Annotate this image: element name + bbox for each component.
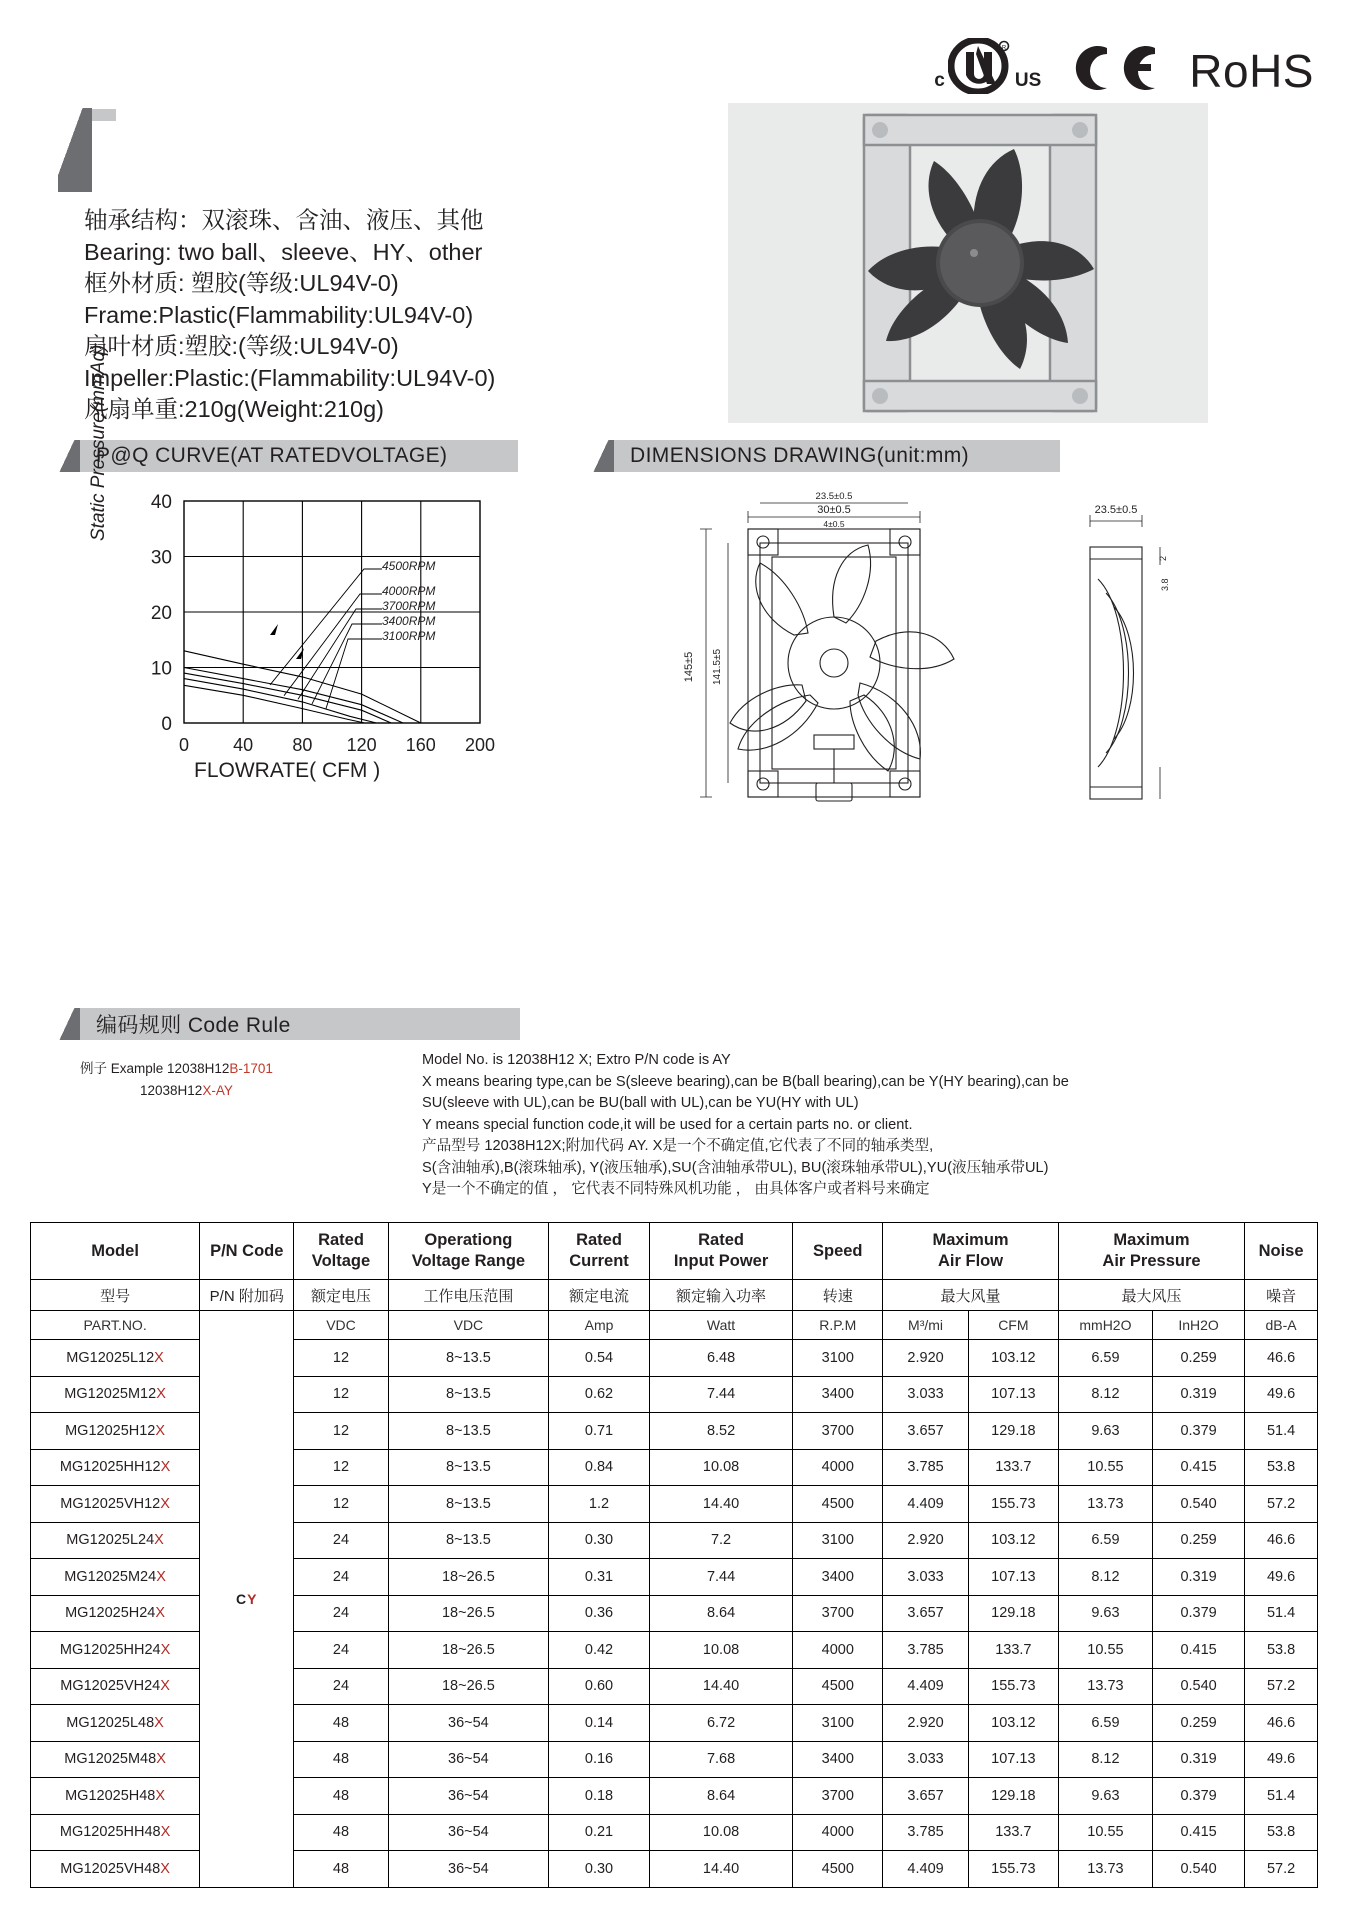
- cell-rated-current: 0.16: [549, 1741, 650, 1778]
- title-band: [88, 109, 116, 121]
- chart-y-axis-label: Static Pressure(mmAq): [88, 344, 109, 541]
- chart-x-tick: 0: [178, 735, 190, 755]
- cell-voltage-range: 36~54: [388, 1851, 549, 1888]
- cell-airflow-cfm: 107.13: [968, 1559, 1058, 1596]
- chart-x-axis-label: FLOWRATE( CFM ): [194, 759, 381, 782]
- cell-noise: 49.6: [1245, 1559, 1318, 1596]
- dim-front-inner: 23.5±0.5: [815, 491, 853, 502]
- table-header-cell: Rated Voltage: [294, 1223, 388, 1280]
- chart-y-tick: 40: [150, 492, 172, 513]
- table-header-cn-cell: 噪音: [1245, 1280, 1318, 1311]
- cell-pressure-inh2o: 0.259: [1153, 1340, 1245, 1377]
- cell-noise: 57.2: [1245, 1486, 1318, 1523]
- cell-noise: 53.8: [1245, 1814, 1318, 1851]
- chart-series-label: 3700RPM: [382, 599, 436, 613]
- cell-noise: 46.6: [1245, 1522, 1318, 1559]
- cell-airflow-cfm: 133.7: [968, 1632, 1058, 1669]
- cell-rated-current: 0.60: [549, 1668, 650, 1705]
- cell-input-power: 8.52: [649, 1413, 792, 1450]
- cell-voltage-range: 18~26.5: [388, 1632, 549, 1669]
- cell-rated-voltage: 12: [294, 1486, 388, 1523]
- cell-speed: 3400: [793, 1559, 883, 1596]
- cell-pressure-mmh2o: 6.59: [1058, 1522, 1152, 1559]
- cell-model: MG12025L12X: [31, 1340, 200, 1377]
- cell-input-power: 14.40: [649, 1668, 792, 1705]
- table-unit-cell: Amp: [549, 1311, 650, 1340]
- dimensions-drawing: [620, 487, 1320, 827]
- chart-arrow: [270, 624, 278, 635]
- dim-side-b: 3.8: [1160, 578, 1170, 591]
- cell-model: MG12025VH48X: [31, 1851, 200, 1888]
- cell-pressure-inh2o: 0.379: [1153, 1595, 1245, 1632]
- cell-speed: 4000: [793, 1632, 883, 1669]
- cell-pressure-mmh2o: 13.73: [1058, 1668, 1152, 1705]
- cell-rated-voltage: 12: [294, 1376, 388, 1413]
- table-unit-cell: dB-A: [1245, 1311, 1318, 1340]
- cell-airflow-cfm: 103.12: [968, 1340, 1058, 1377]
- table-header-cn-cell: 最大风量: [883, 1280, 1059, 1311]
- cell-noise: 53.8: [1245, 1632, 1318, 1669]
- cell-input-power: 6.72: [649, 1705, 792, 1742]
- table-header-cell: Maximum Air Flow: [883, 1223, 1059, 1280]
- table-header-cell: Operationg Voltage Range: [388, 1223, 549, 1280]
- cell-voltage-range: 18~26.5: [388, 1668, 549, 1705]
- cell-voltage-range: 36~54: [388, 1814, 549, 1851]
- cell-speed: 4000: [793, 1814, 883, 1851]
- cell-model: MG12025H48X: [31, 1778, 200, 1815]
- cell-noise: 51.4: [1245, 1413, 1318, 1450]
- example-1-red: B-1701: [229, 1061, 273, 1076]
- cell-airflow-m3: 3.657: [883, 1413, 969, 1450]
- cell-voltage-range: 36~54: [388, 1778, 549, 1815]
- table-header-cell: P/N Code: [200, 1223, 294, 1280]
- cell-pressure-inh2o: 0.415: [1153, 1449, 1245, 1486]
- dim-front-small: 4±0.5: [823, 519, 845, 529]
- cell-input-power: 8.64: [649, 1778, 792, 1815]
- cell-speed: 3700: [793, 1413, 883, 1450]
- cell-speed: 4000: [793, 1449, 883, 1486]
- svg-text:R: R: [1001, 45, 1007, 52]
- table-unit-cell: VDC: [388, 1311, 549, 1340]
- cell-pressure-mmh2o: 6.59: [1058, 1340, 1152, 1377]
- cell-airflow-m3: 4.409: [883, 1851, 969, 1888]
- cell-airflow-cfm: 107.13: [968, 1741, 1058, 1778]
- cell-rated-voltage: 48: [294, 1705, 388, 1742]
- cell-rated-current: 0.14: [549, 1705, 650, 1742]
- cell-rated-voltage: 24: [294, 1632, 388, 1669]
- table-unit-cell: R.P.M: [793, 1311, 883, 1340]
- cell-noise: 49.6: [1245, 1741, 1318, 1778]
- ul-c-label: c: [934, 70, 945, 91]
- dim-height-outer: 145±5: [683, 651, 695, 683]
- pq-section-title: P@Q CURVE(AT RATEDVOLTAGE): [96, 444, 448, 467]
- coderule-section-header: [58, 1008, 520, 1040]
- table-unit-row: [31, 1311, 1318, 1340]
- code-rule-description: [422, 1050, 1122, 1201]
- cell-pressure-inh2o: 0.540: [1153, 1851, 1245, 1888]
- code-rule-line: S(含油轴承),B(滚珠轴承), Y(液压轴承),SU(含油轴承带UL), BU(滚珠轴承带UL),YU(液压轴承带UL): [422, 1159, 1049, 1176]
- cell-voltage-range: 8~13.5: [388, 1449, 549, 1486]
- cell-noise: 57.2: [1245, 1668, 1318, 1705]
- ce-mark-icon: [1067, 42, 1163, 94]
- cell-airflow-m3: 3.033: [883, 1376, 969, 1413]
- cell-pressure-mmh2o: 8.12: [1058, 1741, 1152, 1778]
- product-title: [58, 108, 478, 126]
- code-rule-example-1: [80, 1058, 400, 1080]
- cell-pressure-inh2o: 0.259: [1153, 1705, 1245, 1742]
- cell-pressure-mmh2o: 9.63: [1058, 1595, 1152, 1632]
- cell-model: MG12025HH24X: [31, 1632, 200, 1669]
- example-label: 例子 Example: [80, 1061, 164, 1076]
- spec-line: 扇叶材质:塑胶:(等级:UL94V-0): [84, 333, 399, 359]
- table-header-cell: Model: [31, 1223, 200, 1280]
- cell-airflow-m3: 3.785: [883, 1632, 969, 1669]
- table-header-cn-cell: 转速: [793, 1280, 883, 1311]
- cell-model: MG12025M24X: [31, 1559, 200, 1596]
- table-unit-cell: CFM: [968, 1311, 1058, 1340]
- pn-code-value: CY: [200, 1311, 294, 1888]
- cell-rated-voltage: 24: [294, 1668, 388, 1705]
- cell-input-power: 7.44: [649, 1376, 792, 1413]
- chart-plot-area: [120, 487, 520, 757]
- cell-speed: 4500: [793, 1851, 883, 1888]
- pq-section-header: [58, 440, 518, 472]
- cell-input-power: 10.08: [649, 1449, 792, 1486]
- cell-input-power: 14.40: [649, 1851, 792, 1888]
- cell-airflow-m3: 2.920: [883, 1705, 969, 1742]
- certification-marks: [934, 38, 1314, 97]
- cell-model: MG12025HH48X: [31, 1814, 200, 1851]
- cell-model: MG12025VH12X: [31, 1486, 200, 1523]
- cell-speed: 4500: [793, 1486, 883, 1523]
- spec-line: 框外材质: 塑胶(等级:UL94V-0): [84, 270, 399, 296]
- cell-noise: 46.6: [1245, 1340, 1318, 1377]
- cell-input-power: 8.64: [649, 1595, 792, 1632]
- cell-pressure-inh2o: 0.379: [1153, 1413, 1245, 1450]
- cell-airflow-m3: 2.920: [883, 1340, 969, 1377]
- table-header-cn: [31, 1280, 1318, 1311]
- ul-logo-icon: [948, 38, 1012, 94]
- cell-voltage-range: 36~54: [388, 1741, 549, 1778]
- code-rule-examples: [80, 1058, 400, 1102]
- chart-series-label: 3400RPM: [382, 614, 436, 628]
- cell-airflow-cfm: 133.7: [968, 1814, 1058, 1851]
- cell-voltage-range: 8~13.5: [388, 1376, 549, 1413]
- cell-input-power: 7.68: [649, 1741, 792, 1778]
- cell-pressure-inh2o: 0.415: [1153, 1632, 1245, 1669]
- cell-rated-voltage: 12: [294, 1413, 388, 1450]
- table-header-cn-cell: 最大风压: [1058, 1280, 1244, 1311]
- cell-pressure-mmh2o: 13.73: [1058, 1851, 1152, 1888]
- cell-input-power: 10.08: [649, 1814, 792, 1851]
- cell-pressure-mmh2o: 6.59: [1058, 1705, 1152, 1742]
- cell-noise: 53.8: [1245, 1449, 1318, 1486]
- spec-line: 风扇单重:210g(Weight:210g): [84, 396, 384, 422]
- spec-line: Frame:Plastic(Flammability:UL94V-0): [84, 301, 474, 328]
- cell-airflow-cfm: 129.18: [968, 1778, 1058, 1815]
- cell-speed: 3700: [793, 1778, 883, 1815]
- cell-pressure-mmh2o: 10.55: [1058, 1632, 1152, 1669]
- rohs-label: RoHS: [1189, 45, 1314, 97]
- cell-rated-voltage: 48: [294, 1814, 388, 1851]
- cell-input-power: 7.44: [649, 1559, 792, 1596]
- cell-airflow-cfm: 129.18: [968, 1413, 1058, 1450]
- cell-pressure-inh2o: 0.540: [1153, 1668, 1245, 1705]
- cell-voltage-range: 36~54: [388, 1705, 549, 1742]
- cell-noise: 51.4: [1245, 1595, 1318, 1632]
- table-unit-cell: VDC: [294, 1311, 388, 1340]
- cell-noise: 51.4: [1245, 1778, 1318, 1815]
- coderule-section-band: [80, 1008, 520, 1040]
- example-2-base: 12038H12: [140, 1083, 203, 1098]
- chart-y-tick: 30: [150, 547, 172, 569]
- cell-pressure-inh2o: 0.319: [1153, 1741, 1245, 1778]
- cell-model: MG12025VH24X: [31, 1668, 200, 1705]
- pq-section-band: [80, 440, 518, 472]
- cell-airflow-cfm: 129.18: [968, 1595, 1058, 1632]
- code-rule-line: X means bearing type,can be S(sleeve bearing),can be B(ball bearing),can be Y(HY bearing),can be: [422, 1073, 1069, 1090]
- cell-speed: 3400: [793, 1376, 883, 1413]
- cell-model: MG12025L24X: [31, 1522, 200, 1559]
- cell-rated-voltage: 48: [294, 1851, 388, 1888]
- table-unit-cell: InH2O: [1153, 1311, 1245, 1340]
- chart-series-label: 3100RPM: [382, 629, 436, 643]
- cell-rated-current: 0.42: [549, 1632, 650, 1669]
- cell-airflow-cfm: 103.12: [968, 1705, 1058, 1742]
- cell-speed: 3100: [793, 1522, 883, 1559]
- table-header-cn-cell: 额定输入功率: [649, 1280, 792, 1311]
- cell-pressure-mmh2o: 8.12: [1058, 1559, 1152, 1596]
- dims-section-title: DIMENSIONS DRAWING(unit:mm): [630, 444, 970, 467]
- cell-airflow-cfm: 133.7: [968, 1449, 1058, 1486]
- cell-rated-current: 0.21: [549, 1814, 650, 1851]
- cell-voltage-range: 8~13.5: [388, 1486, 549, 1523]
- table-header-cn-cell: 型号: [31, 1280, 200, 1311]
- cell-rated-current: 0.62: [549, 1376, 650, 1413]
- cell-input-power: 7.2: [649, 1522, 792, 1559]
- cell-pressure-inh2o: 0.540: [1153, 1486, 1245, 1523]
- chart-series-label: 4000RPM: [382, 584, 436, 598]
- cell-pressure-inh2o: 0.319: [1153, 1376, 1245, 1413]
- cell-pressure-mmh2o: 9.63: [1058, 1413, 1152, 1450]
- code-rule-line: Y是一个不确定的值 ， 它代表不同特殊风机功能 ， 由具体客户或者料号来确定: [422, 1181, 930, 1197]
- table-header-cell: Maximum Air Pressure: [1058, 1223, 1244, 1280]
- chart-y-tick: 10: [150, 658, 172, 680]
- cell-airflow-m3: 3.033: [883, 1559, 969, 1596]
- table-unit-cell: mmH2O: [1058, 1311, 1152, 1340]
- cell-airflow-m3: 3.657: [883, 1595, 969, 1632]
- cell-rated-current: 0.30: [549, 1851, 650, 1888]
- table-header-cn-cell: 工作电压范围: [388, 1280, 549, 1311]
- dim-height-inner: 141.5±5: [712, 648, 723, 686]
- cell-pressure-mmh2o: 10.55: [1058, 1449, 1152, 1486]
- chart-x-tick: 80: [292, 735, 313, 755]
- table-unit-cell: PART.NO.: [31, 1311, 200, 1340]
- chart-y-tick: 0: [161, 714, 172, 735]
- cell-airflow-m3: 3.033: [883, 1741, 969, 1778]
- table-header-cell: Rated Current: [549, 1223, 650, 1280]
- table-header-cn-cell: 额定电流: [549, 1280, 650, 1311]
- spec-line: Impeller:Plastic:(Flammability:UL94V-0): [84, 364, 496, 391]
- cell-input-power: 14.40: [649, 1486, 792, 1523]
- cell-rated-current: 0.54: [549, 1340, 650, 1377]
- cell-model: MG12025H12X: [31, 1413, 200, 1450]
- table-unit-cell: Watt: [649, 1311, 792, 1340]
- table-unit-cell: M³/mi: [883, 1311, 969, 1340]
- table-header-cn-cell: 额定电压: [294, 1280, 388, 1311]
- cell-model: MG12025M12X: [31, 1376, 200, 1413]
- cell-speed: 3100: [793, 1340, 883, 1377]
- code-rule-line: SU(sleeve with UL),can be BU(ball with UL),can be YU(HY with UL): [422, 1095, 859, 1111]
- cell-airflow-m3: 4.409: [883, 1668, 969, 1705]
- cell-input-power: 6.48: [649, 1340, 792, 1377]
- cell-noise: 49.6: [1245, 1376, 1318, 1413]
- cell-rated-current: 0.18: [549, 1778, 650, 1815]
- dim-side-a: 2: [1158, 555, 1168, 561]
- dim-front-width: 30±0.5: [817, 504, 851, 516]
- cell-rated-voltage: 12: [294, 1449, 388, 1486]
- cell-airflow-m3: 3.657: [883, 1778, 969, 1815]
- ul-us-label: US: [1014, 70, 1042, 91]
- cell-airflow-m3: 4.409: [883, 1486, 969, 1523]
- cell-pressure-mmh2o: 10.55: [1058, 1814, 1152, 1851]
- table-header-cell: Rated Input Power: [649, 1223, 792, 1280]
- cell-rated-voltage: 24: [294, 1559, 388, 1596]
- dim-side-width: 23.5±0.5: [1094, 504, 1138, 516]
- chart-y-tick: 20: [150, 603, 172, 624]
- cell-pressure-mmh2o: 9.63: [1058, 1778, 1152, 1815]
- cell-voltage-range: 8~13.5: [388, 1340, 549, 1377]
- cell-rated-voltage: 24: [294, 1522, 388, 1559]
- cell-rated-current: 0.30: [549, 1522, 650, 1559]
- cell-rated-voltage: 48: [294, 1778, 388, 1815]
- table-header-cn-cell: P/N 附加码: [200, 1280, 294, 1311]
- cell-model: MG12025H24X: [31, 1595, 200, 1632]
- table-header-cell: Speed: [793, 1223, 883, 1280]
- spec-line: 轴承结构：双滚珠、含油、液压、其他: [84, 207, 484, 233]
- cell-airflow-m3: 3.785: [883, 1814, 969, 1851]
- cell-voltage-range: 8~13.5: [388, 1522, 549, 1559]
- dims-section-header: [592, 440, 1060, 472]
- cell-voltage-range: 18~26.5: [388, 1559, 549, 1596]
- cell-speed: 3700: [793, 1595, 883, 1632]
- cell-speed: 4500: [793, 1668, 883, 1705]
- title-flag-icon: [58, 108, 92, 192]
- cell-voltage-range: 18~26.5: [388, 1595, 549, 1632]
- cell-pressure-inh2o: 0.319: [1153, 1559, 1245, 1596]
- cell-speed: 3100: [793, 1705, 883, 1742]
- cell-airflow-cfm: 103.12: [968, 1522, 1058, 1559]
- cell-rated-voltage: 24: [294, 1595, 388, 1632]
- cell-model: MG12025L48X: [31, 1705, 200, 1742]
- code-rule-example-2: [140, 1080, 400, 1102]
- chart-curve-4000RPM: [184, 668, 403, 724]
- ul-mark: [934, 38, 1041, 94]
- specification-list: [84, 205, 704, 426]
- cell-airflow-m3: 2.920: [883, 1522, 969, 1559]
- cell-rated-voltage: 48: [294, 1741, 388, 1778]
- cell-model: MG12025M48X: [31, 1741, 200, 1778]
- cell-pressure-mmh2o: 13.73: [1058, 1486, 1152, 1523]
- coderule-section-title: 编码规则 Code Rule: [96, 1014, 291, 1037]
- cell-speed: 3400: [793, 1741, 883, 1778]
- chart-x-tick: 40: [233, 735, 254, 755]
- cell-rated-current: 0.31: [549, 1559, 650, 1596]
- example-1-base: 12038H12: [167, 1061, 230, 1076]
- chart-series-label: 4500RPM: [382, 559, 436, 573]
- cell-voltage-range: 8~13.5: [388, 1413, 549, 1450]
- cell-airflow-cfm: 155.73: [968, 1668, 1058, 1705]
- chart-x-tick: 200: [464, 735, 496, 755]
- fan-product-photo: [728, 103, 1208, 423]
- table-header-cell: Noise: [1245, 1223, 1318, 1280]
- cell-noise: 57.2: [1245, 1851, 1318, 1888]
- cell-pressure-inh2o: 0.415: [1153, 1814, 1245, 1851]
- table-header-en: [31, 1223, 1318, 1280]
- cell-airflow-cfm: 107.13: [968, 1376, 1058, 1413]
- spec-line: Bearing: two ball、sleeve、HY、other: [84, 238, 483, 265]
- specification-table: [30, 1222, 1318, 1888]
- code-rule-line: Model No. is 12038H12 X; Extro P/N code is AY: [422, 1052, 731, 1068]
- cell-airflow-m3: 3.785: [883, 1449, 969, 1486]
- cell-rated-current: 1.2: [549, 1486, 650, 1523]
- cell-airflow-cfm: 155.73: [968, 1486, 1058, 1523]
- cell-rated-current: 0.84: [549, 1449, 650, 1486]
- cell-rated-voltage: 12: [294, 1340, 388, 1377]
- cell-noise: 46.6: [1245, 1705, 1318, 1742]
- chart-x-tick: 120: [346, 735, 377, 755]
- code-rule-line: Y means special function code,it will be used for a certain parts no. or client.: [422, 1116, 913, 1133]
- cell-model: MG12025HH12X: [31, 1449, 200, 1486]
- chart-curve-3700RPM: [184, 673, 391, 723]
- cell-input-power: 10.08: [649, 1632, 792, 1669]
- cell-rated-current: 0.36: [549, 1595, 650, 1632]
- chart-x-tick: 160: [405, 735, 436, 755]
- dims-section-band: [614, 440, 1060, 472]
- example-2-red: X-AY: [202, 1083, 233, 1098]
- cell-pressure-inh2o: 0.379: [1153, 1778, 1245, 1815]
- cell-pressure-inh2o: 0.259: [1153, 1522, 1245, 1559]
- cell-airflow-cfm: 155.73: [968, 1851, 1058, 1888]
- cell-pressure-mmh2o: 8.12: [1058, 1376, 1152, 1413]
- code-rule-line: 产品型号 12038H12X;附加代码 AY. X是一个不确定值,它代表了不同的轴承类型,: [422, 1138, 934, 1154]
- cell-rated-current: 0.71: [549, 1413, 650, 1450]
